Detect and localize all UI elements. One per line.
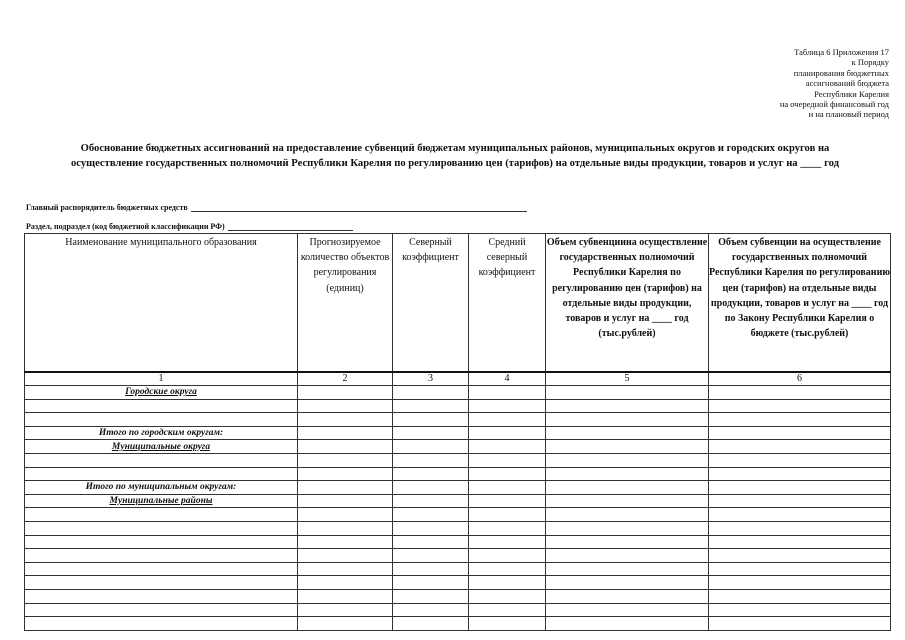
row-label-cell[interactable] [25,399,298,413]
table-row [25,535,891,549]
value-cell[interactable] [393,399,469,413]
row-label-cell[interactable] [25,589,298,603]
value-cell[interactable] [298,481,393,495]
value-cell[interactable] [393,413,469,427]
value-cell[interactable] [546,576,709,590]
value-cell[interactable] [393,521,469,535]
row-label-cell[interactable] [25,481,298,495]
value-cell[interactable] [546,386,709,400]
value-cell[interactable] [469,589,546,603]
table-row [25,494,891,508]
value-cell[interactable] [393,481,469,495]
value-cell[interactable] [469,508,546,522]
value-cell[interactable] [298,562,393,576]
value-cell[interactable] [469,562,546,576]
value-cell[interactable] [298,399,393,413]
table-row [25,481,891,495]
value-cell[interactable] [546,549,709,563]
appendix-note-line: планирования бюджетных [793,67,889,78]
table-row [25,521,891,535]
col-number: 1 [25,372,298,386]
value-cell[interactable] [546,521,709,535]
value-cell[interactable] [298,521,393,535]
table-row [25,508,891,522]
value-cell[interactable] [469,386,546,400]
row-label: Итого по городским округам: [98,428,224,439]
row-label-cell[interactable] [25,535,298,549]
table-row [25,426,891,440]
value-cell[interactable] [298,426,393,440]
value-cell[interactable] [546,453,709,467]
row-label-cell[interactable] [25,617,298,631]
value-cell[interactable] [469,494,546,508]
column-numbers-row [25,372,891,386]
value-cell[interactable] [393,426,469,440]
budget-section-field [26,222,353,231]
row-label-cell[interactable] [25,508,298,522]
value-cell[interactable] [709,603,891,617]
row-label-cell[interactable] [25,521,298,535]
value-cell[interactable] [298,508,393,522]
appendix-note-line: ассигнований бюджета [805,78,889,89]
value-cell[interactable] [393,440,469,454]
value-cell[interactable] [393,494,469,508]
row-label-cell[interactable] [25,549,298,563]
value-cell[interactable] [709,576,891,590]
value-cell[interactable] [469,535,546,549]
value-cell[interactable] [469,467,546,481]
value-cell[interactable] [298,440,393,454]
value-cell[interactable] [469,440,546,454]
value-cell[interactable] [709,386,891,400]
value-cell[interactable] [546,562,709,576]
value-cell[interactable] [709,589,891,603]
table-row [25,576,891,590]
col-header-name: Наименование муниципального образования [25,234,298,373]
value-cell[interactable] [393,453,469,467]
row-label-cell[interactable] [25,426,298,440]
value-cell[interactable] [546,413,709,427]
row-label-cell[interactable] [25,453,298,467]
table-row [25,562,891,576]
value-cell[interactable] [393,535,469,549]
value-cell[interactable] [546,535,709,549]
value-cell[interactable] [298,467,393,481]
value-cell[interactable] [298,453,393,467]
table-row [25,386,891,400]
row-label: Муниципальные округа [111,441,211,452]
value-cell[interactable] [469,617,546,631]
value-cell[interactable] [393,508,469,522]
value-cell[interactable] [709,494,891,508]
value-cell[interactable] [393,562,469,576]
row-label-cell[interactable] [25,440,298,454]
value-cell[interactable] [469,426,546,440]
value-cell[interactable] [546,603,709,617]
table-row [25,617,891,631]
value-cell[interactable] [298,494,393,508]
value-cell[interactable] [546,617,709,631]
value-cell[interactable] [709,481,891,495]
value-cell[interactable] [709,535,891,549]
appendix-note-line: к Порядку [851,57,889,68]
document-title [20,141,890,171]
table-row [25,413,891,427]
value-cell[interactable] [709,413,891,427]
table-row [25,589,891,603]
value-cell[interactable] [298,549,393,563]
value-cell[interactable] [709,562,891,576]
document-title-line-2: осуществление государственных полномочий Республики Карелия по регулированию цен (тарифов) на отдельные виды продукции, товаров и услуг на ____ год [71,158,839,169]
table-row [25,440,891,454]
table-row [25,467,891,481]
value-cell[interactable] [546,467,709,481]
value-cell[interactable] [709,617,891,631]
value-cell[interactable] [709,549,891,563]
row-label-cell[interactable] [25,576,298,590]
value-cell[interactable] [298,617,393,631]
budget-section-line[interactable] [228,230,353,231]
appendix-note-line: Республики Карелия [814,88,889,99]
row-label-cell[interactable] [25,562,298,576]
row-label: Городские округа [125,387,197,398]
value-cell[interactable] [298,589,393,603]
col-header-subsidy-volume: Объем субвенциина осуществление государственных полномочий Республики Карелия по регулированию цен (тарифов) на отдельные виды продукции, товаров и услуг на ____ год (тыс.рублей) [546,234,709,373]
value-cell[interactable] [298,603,393,617]
table-row [25,549,891,563]
value-cell[interactable] [546,481,709,495]
budget-manager-line[interactable] [191,211,527,212]
value-cell[interactable] [709,426,891,440]
value-cell[interactable] [469,521,546,535]
value-cell[interactable] [393,386,469,400]
row-label-cell[interactable] [25,386,298,400]
value-cell[interactable] [546,589,709,603]
document-title-line-1: Обоснование бюджетных ассигнований на предоставление субвенций бюджетам муниципальных районов, муниципальных округов и городских округов на [80,143,830,154]
table-body [25,386,891,631]
col-header-count: Прогнозируемое количество объектов регулирования (единиц) [298,234,393,373]
value-cell[interactable] [709,467,891,481]
value-cell[interactable] [546,494,709,508]
value-cell[interactable] [469,453,546,467]
value-cell[interactable] [469,549,546,563]
col-header-north-coef: Северный коэффициент [393,234,469,373]
table-header-row [25,234,891,373]
table-row [25,603,891,617]
value-cell[interactable] [298,386,393,400]
row-label-cell[interactable] [25,494,298,508]
value-cell[interactable] [298,535,393,549]
value-cell[interactable] [546,508,709,522]
value-cell[interactable] [298,413,393,427]
value-cell[interactable] [393,603,469,617]
appendix-note-line: на очередной финансовый год [779,99,889,110]
value-cell[interactable] [393,549,469,563]
col-number: 6 [709,372,891,386]
table-row [25,453,891,467]
value-cell[interactable] [469,603,546,617]
row-label-cell[interactable] [25,413,298,427]
value-cell[interactable] [393,576,469,590]
value-cell[interactable] [393,617,469,631]
budget-section-label: Раздел, подраздел (код бюджетной классификации РФ) [26,222,225,231]
budget-manager-field [26,203,527,212]
row-label-cell[interactable] [25,603,298,617]
value-cell[interactable] [469,576,546,590]
appendix-note-line: Таблица 6 Приложения 17 [794,47,889,57]
value-cell[interactable] [546,399,709,413]
col-number: 5 [546,372,709,386]
value-cell[interactable] [709,521,891,535]
value-cell[interactable] [469,413,546,427]
value-cell[interactable] [298,576,393,590]
value-cell[interactable] [393,589,469,603]
budget-manager-label: Главный распорядитель бюджетных средств [26,203,188,212]
col-number: 3 [393,372,469,386]
col-header-subsidy-by-law: Объем субвенции на осуществление государственных полномочий Республики Карелия по регулированию цен (тарифов) на отдельные виды продукции, товаров и услуг на ____ год по Закону Республики Карелия о бюджете (тыс.рублей) [709,234,891,373]
col-number: 4 [469,372,546,386]
value-cell[interactable] [709,508,891,522]
value-cell[interactable] [709,440,891,454]
row-label: Итого по муниципальным округам: [85,482,237,493]
col-header-avg-north-coef: Средний северный коэффициент [469,234,546,373]
row-label-cell[interactable] [25,467,298,481]
value-cell[interactable] [709,399,891,413]
value-cell[interactable] [546,440,709,454]
subsidy-table [24,233,891,631]
value-cell[interactable] [469,481,546,495]
appendix-note-line: и на плановый период [808,109,889,120]
appendix-note [689,47,889,120]
value-cell[interactable] [709,453,891,467]
table-row [25,399,891,413]
value-cell[interactable] [546,426,709,440]
row-label: Муниципальные районы [109,496,213,507]
value-cell[interactable] [393,467,469,481]
col-number: 2 [298,372,393,386]
value-cell[interactable] [469,399,546,413]
